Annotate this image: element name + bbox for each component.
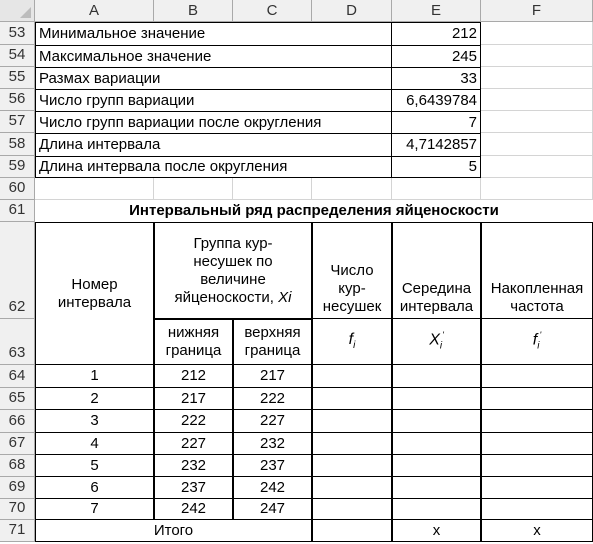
upper-bound-cell[interactable]: 222 bbox=[233, 388, 312, 410]
header-text: Накопленная bbox=[490, 280, 584, 297]
symbol-f-i: $f_i$ bbox=[348, 331, 356, 352]
header-text: Середина bbox=[401, 280, 472, 297]
header-midpoint[interactable] bbox=[392, 222, 481, 319]
column-header-f[interactable]: F bbox=[481, 0, 593, 22]
symbol-x-i-prime-cell[interactable] bbox=[392, 319, 481, 365]
row-header-58[interactable]: 58 bbox=[0, 133, 35, 156]
lower-bound-cell[interactable]: 212 bbox=[154, 365, 233, 388]
header-text: граница bbox=[244, 342, 301, 359]
row-header-66[interactable]: 66 bbox=[0, 410, 35, 433]
header-text: несушек bbox=[322, 298, 382, 315]
stat-label[interactable]: Число групп вариации bbox=[35, 89, 392, 111]
empty-value-cell[interactable] bbox=[481, 365, 593, 388]
grid-cell[interactable] bbox=[35, 178, 154, 200]
interval-number-cell[interactable]: 7 bbox=[35, 499, 154, 520]
stat-value[interactable]: 33 bbox=[392, 67, 481, 89]
column-header-d[interactable]: D bbox=[312, 0, 392, 22]
header-text: величине bbox=[200, 270, 266, 288]
grid-cell[interactable] bbox=[481, 89, 593, 111]
empty-value-cell[interactable] bbox=[312, 455, 392, 477]
row-header-60[interactable]: 60 bbox=[0, 178, 35, 200]
header-interval-number[interactable] bbox=[35, 222, 154, 365]
grid-cell[interactable] bbox=[481, 67, 593, 89]
total-label[interactable]: Итого bbox=[35, 520, 312, 542]
row-header-67[interactable]: 67 bbox=[0, 433, 35, 455]
grid-cell[interactable] bbox=[481, 156, 593, 178]
empty-value-cell[interactable] bbox=[481, 433, 593, 455]
interval-number-cell[interactable]: 2 bbox=[35, 388, 154, 410]
grid-cell[interactable] bbox=[481, 178, 593, 200]
header-text: верхняя bbox=[244, 324, 301, 341]
row-header-65[interactable]: 65 bbox=[0, 388, 35, 410]
stat-label[interactable]: Размах вариации bbox=[35, 67, 392, 89]
header-text: интервала bbox=[57, 293, 132, 311]
header-text: яйценоскости, Xi bbox=[174, 288, 292, 306]
row-header-63[interactable]: 63 bbox=[0, 319, 35, 365]
header-text: нижняя bbox=[167, 324, 220, 341]
total-count-cell[interactable] bbox=[312, 520, 392, 542]
column-header-e[interactable]: E bbox=[392, 0, 481, 22]
empty-value-cell[interactable] bbox=[312, 410, 392, 433]
interval-number-cell[interactable]: 4 bbox=[35, 433, 154, 455]
empty-value-cell[interactable] bbox=[392, 477, 481, 499]
row-header-57[interactable]: 57 bbox=[0, 111, 35, 133]
column-header-c[interactable]: C bbox=[233, 0, 312, 22]
grid-cell[interactable] bbox=[481, 111, 593, 133]
empty-value-cell[interactable] bbox=[392, 455, 481, 477]
stat-value[interactable]: 7 bbox=[392, 111, 481, 133]
empty-value-cell[interactable] bbox=[392, 388, 481, 410]
row-header-54[interactable]: 54 bbox=[0, 45, 35, 67]
empty-value-cell[interactable] bbox=[312, 433, 392, 455]
row-header-56[interactable]: 56 bbox=[0, 89, 35, 111]
stat-label[interactable]: Длина интервала после округления bbox=[35, 156, 392, 178]
empty-value-cell[interactable] bbox=[481, 410, 593, 433]
empty-value-cell[interactable] bbox=[392, 410, 481, 433]
header-text: частота bbox=[510, 298, 564, 315]
header-text: Номер bbox=[71, 275, 118, 293]
header-upper-bound[interactable] bbox=[233, 319, 312, 365]
upper-bound-cell[interactable]: 227 bbox=[233, 410, 312, 433]
grid-cell[interactable] bbox=[154, 178, 233, 200]
stat-label[interactable]: Длина интервала bbox=[35, 133, 392, 156]
symbol-x-i-prime: $X_i'$ bbox=[429, 330, 444, 352]
header-lower-bound[interactable] bbox=[154, 319, 233, 365]
row-header-71[interactable]: 71 bbox=[0, 520, 35, 542]
empty-value-cell[interactable] bbox=[312, 388, 392, 410]
stat-label[interactable]: Максимальное значение bbox=[35, 45, 392, 67]
empty-value-cell[interactable] bbox=[392, 433, 481, 455]
grid-cell[interactable] bbox=[481, 133, 593, 156]
row-header-53[interactable]: 53 bbox=[0, 22, 35, 45]
upper-bound-cell[interactable]: 242 bbox=[233, 477, 312, 499]
row-header-61[interactable]: 61 bbox=[0, 200, 35, 222]
stat-label[interactable]: Число групп вариации после округления bbox=[35, 111, 392, 133]
empty-value-cell[interactable] bbox=[481, 455, 593, 477]
table-title[interactable]: Интервальный ряд распределения яйценоскости bbox=[35, 200, 593, 222]
header-text: граница bbox=[165, 342, 222, 359]
header-text: несушек по bbox=[193, 252, 273, 270]
header-cumulative[interactable] bbox=[481, 222, 593, 319]
total-midpoint-cell[interactable]: x bbox=[392, 520, 481, 542]
empty-value-cell[interactable] bbox=[481, 477, 593, 499]
grid-cell[interactable] bbox=[233, 178, 312, 200]
stat-value[interactable]: 6,6439784 bbox=[392, 89, 481, 111]
header-text: Группа кур- bbox=[193, 234, 273, 252]
lower-bound-cell[interactable]: 227 bbox=[154, 433, 233, 455]
empty-value-cell[interactable] bbox=[481, 499, 593, 520]
select-all-corner[interactable] bbox=[0, 0, 35, 22]
empty-value-cell[interactable] bbox=[481, 388, 593, 410]
lower-bound-cell[interactable]: 222 bbox=[154, 410, 233, 433]
empty-value-cell[interactable] bbox=[392, 365, 481, 388]
grid-cell[interactable] bbox=[392, 178, 481, 200]
upper-bound-cell[interactable]: 217 bbox=[233, 365, 312, 388]
lower-bound-cell[interactable]: 237 bbox=[154, 477, 233, 499]
total-cumulative-cell[interactable]: x bbox=[481, 520, 593, 542]
interval-number-cell[interactable]: 5 bbox=[35, 455, 154, 477]
symbol-cumulative-f-cell[interactable] bbox=[481, 319, 593, 365]
row-header-55[interactable]: 55 bbox=[0, 67, 35, 89]
row-header-70[interactable]: 70 bbox=[0, 499, 35, 520]
symbol-f-i-cell[interactable] bbox=[312, 319, 392, 365]
lower-bound-cell[interactable]: 242 bbox=[154, 499, 233, 520]
upper-bound-cell[interactable]: 237 bbox=[233, 455, 312, 477]
symbol-cumulative-f: $f_i'$ bbox=[532, 330, 542, 352]
row-header-68[interactable]: 68 bbox=[0, 455, 35, 477]
empty-value-cell[interactable] bbox=[392, 499, 481, 520]
column-header-b[interactable]: B bbox=[154, 0, 233, 22]
row-header-62[interactable]: 62 bbox=[0, 222, 35, 319]
row-header-59[interactable]: 59 bbox=[0, 156, 35, 178]
interval-number-cell[interactable]: 6 bbox=[35, 477, 154, 499]
upper-bound-cell[interactable]: 232 bbox=[233, 433, 312, 455]
interval-number-cell[interactable]: 1 bbox=[35, 365, 154, 388]
grid-cell[interactable] bbox=[312, 178, 392, 200]
empty-value-cell[interactable] bbox=[312, 365, 392, 388]
stat-value[interactable]: 4,7142857 bbox=[392, 133, 481, 156]
grid-cell[interactable] bbox=[481, 45, 593, 67]
interval-number-cell[interactable]: 3 bbox=[35, 410, 154, 433]
header-text: кур- bbox=[338, 280, 366, 297]
stat-value[interactable]: 5 bbox=[392, 156, 481, 178]
header-count[interactable] bbox=[312, 222, 392, 319]
header-text: интервала bbox=[399, 298, 474, 315]
upper-bound-cell[interactable]: 247 bbox=[233, 499, 312, 520]
empty-value-cell[interactable] bbox=[312, 499, 392, 520]
row-header-69[interactable]: 69 bbox=[0, 477, 35, 499]
header-text: Число bbox=[330, 262, 374, 279]
empty-value-cell[interactable] bbox=[312, 477, 392, 499]
grid-cell[interactable] bbox=[481, 22, 593, 45]
stat-value[interactable]: 212 bbox=[392, 22, 481, 45]
lower-bound-cell[interactable]: 217 bbox=[154, 388, 233, 410]
row-header-64[interactable]: 64 bbox=[0, 365, 35, 388]
header-group[interactable] bbox=[154, 222, 312, 319]
lower-bound-cell[interactable]: 232 bbox=[154, 455, 233, 477]
column-header-a[interactable]: A bbox=[35, 0, 154, 22]
stat-label[interactable]: Минимальное значение bbox=[35, 22, 392, 45]
stat-value[interactable]: 245 bbox=[392, 45, 481, 67]
